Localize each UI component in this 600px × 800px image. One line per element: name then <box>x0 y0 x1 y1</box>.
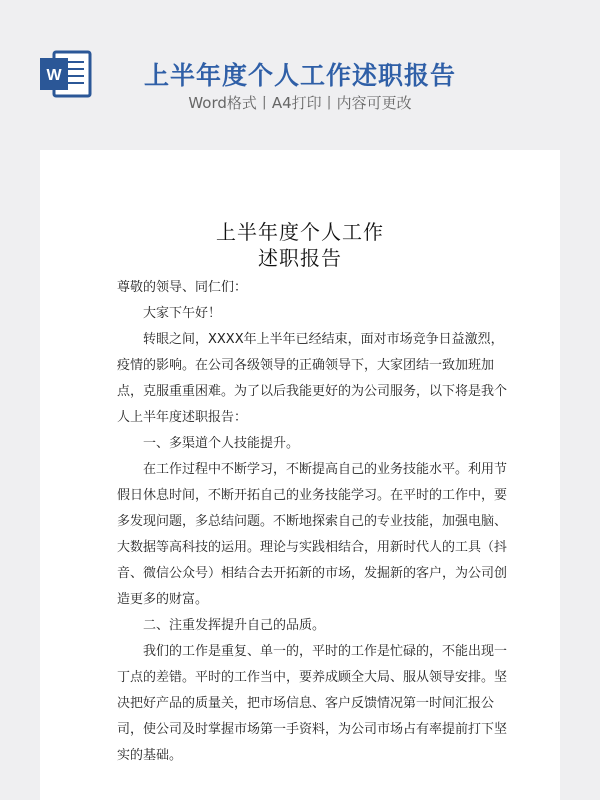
header-subtitle: Word格式丨A4打印丨内容可更改 <box>188 94 412 112</box>
salutation: 尊敬的领导、同仁们： <box>117 280 248 295</box>
document-title-line1: 上半年度个人工作 <box>216 220 384 244</box>
document-page <box>40 150 560 800</box>
header-banner <box>0 0 600 150</box>
header-title: 上半年度个人工作述职报告 <box>143 61 456 90</box>
greeting-paragraph: 大家下午好！ <box>143 306 222 321</box>
document-title-line2: 述职报告 <box>258 246 342 270</box>
word-icon-letter: W <box>46 67 62 84</box>
section-1-paragraph: 在工作过程中不断学习，不断提高自己的业务技能水平。利用节假日休息时间，不断开拓自己的业务技能学习。在平时的工作中，要多发现问题，多总结问题。不断地探索自己的专业技能，加强电脑、大数据等高科技的运用。理论与实践相结合，用新时代人的工具（抖音、微信公众号）相结合去开拓新的市场，发掘新的客户，为公司创造更多的财富。 <box>117 462 508 607</box>
document-body <box>117 275 507 769</box>
section-heading-1: 一、多渠道个人技能提升。 <box>143 436 300 451</box>
section-2-paragraph: 我们的工作是重复、单一的，平时的工作是忙碌的，不能出现一丁点的差错。平时的工作当中，要养成顾全大局、服从领导安排。坚决把好产品的质量关，把市场信息、客户反馈情况第一时间汇报公司，使公司及时掌握市场第一手资料，为公司市场占有率提前打下坚实的基础。 <box>117 644 508 763</box>
intro-paragraph: 转眼之间，XXXX年上半年已经结束，面对市场竞争日益激烈，疫情的影响。在公司各级领导的正确领导下，大家团结一致加班加点，克服重重困难。为了以后我能更好的为公司服务，以下将是我个人上半年度述职报告： <box>117 332 508 425</box>
section-heading-2: 二、注重发挥提升自己的品质。 <box>143 618 326 633</box>
